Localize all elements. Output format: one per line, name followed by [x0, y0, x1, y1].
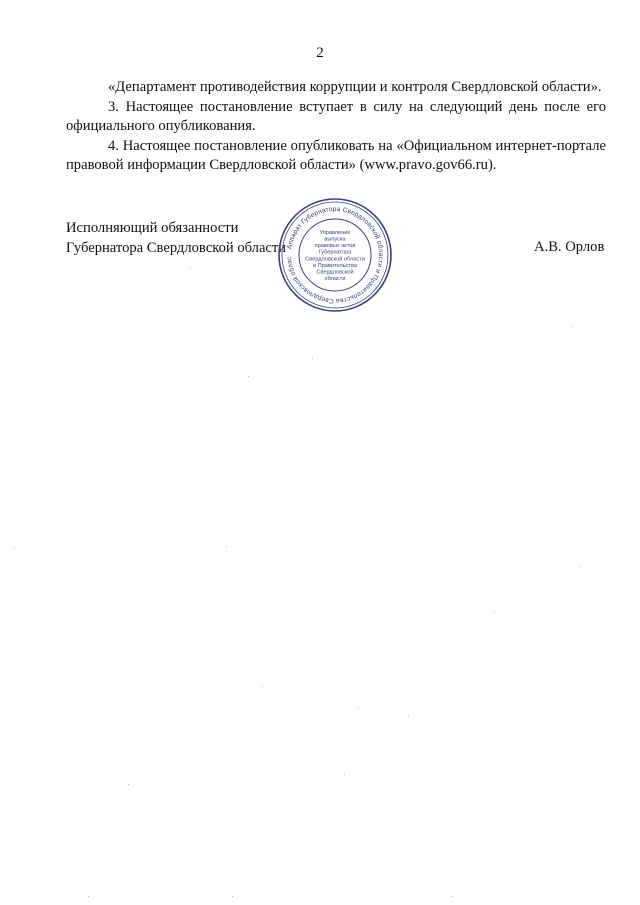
stamp-center-line: Губернатора: [318, 249, 352, 256]
official-stamp: [276, 196, 394, 314]
signatory-position-line-2: Губернатора Свердловской области: [66, 239, 287, 256]
stamp-center-line: и Правительства: [313, 262, 357, 269]
signatory-position-line-1: Исполняющий обязанности: [66, 220, 239, 236]
stamp-center-line: Свердловской: [316, 269, 354, 276]
stamp-center-line: правовых актов: [314, 243, 356, 250]
document-body: [66, 78, 606, 176]
paragraph-department-name: «Департамент противодействия коррупции и контроля Свердловской области».: [108, 79, 602, 95]
stamp-center-line: области: [324, 276, 346, 283]
stamp-center-line: Свердловской области: [305, 256, 365, 263]
stamp-center-line: Управление: [319, 229, 351, 236]
paragraph-item-4: 4. Настоящее постановление опубликовать на «Официальном интернет-портале правовой информации Свердловской области» (www.pravo.gov66.ru).: [66, 137, 606, 173]
stamp-ring-text: Аппарат Губернатора Свердловской области и Правительства Свердловской облас: [285, 205, 385, 305]
paragraph-item-3: 3. Настоящее постановление вступает в силу на следующий день после его официального опубликования.: [66, 98, 606, 134]
signatory-position: [66, 219, 286, 258]
signatory-name: А.В. Орлов: [534, 239, 605, 255]
stamp-center-line: выпуска: [324, 236, 346, 243]
page-number: 2: [316, 45, 324, 61]
stamp-center-text: [305, 230, 365, 282]
